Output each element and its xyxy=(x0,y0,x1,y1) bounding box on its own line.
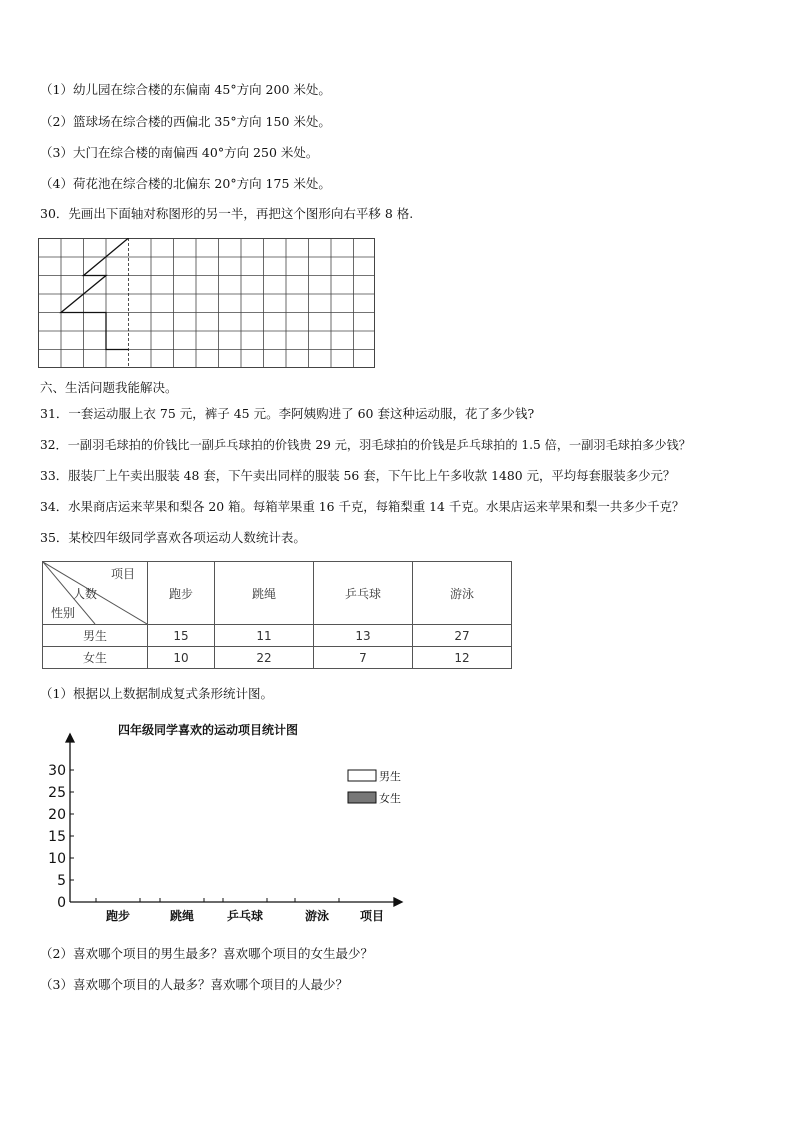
table-header-corner xyxy=(43,562,148,625)
column-header: 跑步 xyxy=(148,562,215,625)
table-cell: 11 xyxy=(215,625,314,647)
corner-gender-label: 性别 xyxy=(51,606,76,620)
table-cell: 27 xyxy=(413,625,512,647)
table-cell: 22 xyxy=(215,647,314,669)
bar-chart xyxy=(30,718,410,930)
x-axis-arrow xyxy=(394,898,402,906)
q35-sub2: （2）喜欢哪个项目的男生最多？喜欢哪个项目的女生最少？ xyxy=(40,946,373,961)
x-axis-label: 项目 xyxy=(359,909,385,923)
q29-item-3: （3）大门在综合楼的南偏西 40°方向 250 米处。 xyxy=(40,145,319,160)
q29-item-4: （4）荷花池在综合楼的北偏东 20°方向 175 米处。 xyxy=(40,176,331,191)
y-tick-label: 30 xyxy=(48,763,66,779)
x-tick-label: 游泳 xyxy=(304,909,330,923)
q30-text: 30．先画出下面轴对称图形的另一半，再把这个图形向右平移 8 格. xyxy=(40,206,414,221)
legend-label: 女生 xyxy=(379,792,401,805)
q29-item-1: （1）幼儿园在综合楼的东偏南 45°方向 200 米处。 xyxy=(40,82,331,97)
q31-text: 31．一套运动服上衣 75 元，裤子 45 元。李阿姨购进了 60 套这种运动服，花了多少钱? xyxy=(40,406,535,421)
x-tick-label: 乒乓球 xyxy=(226,909,264,923)
q35-sub1: （1）根据以上数据制成复式条形统计图。 xyxy=(40,686,273,701)
drawing-grid xyxy=(38,238,378,370)
y-tick-label: 5 xyxy=(57,873,66,889)
table-cell: 7 xyxy=(314,647,413,669)
column-header: 乒乓球 xyxy=(314,562,413,625)
legend-swatch xyxy=(348,770,376,781)
corner-item-label: 项目 xyxy=(110,567,135,581)
column-header: 游泳 xyxy=(413,562,512,625)
table-cell: 12 xyxy=(413,647,512,669)
y-axis-arrow xyxy=(66,734,74,742)
q35-sub3: （3）喜欢哪个项目的人最多？喜欢哪个项目的人最少？ xyxy=(40,977,348,992)
q29-item-2: （2）篮球场在综合楼的西偏北 35°方向 150 米处。 xyxy=(40,114,331,129)
q35-text: 35．某校四年级同学喜欢各项运动人数统计表。 xyxy=(40,530,306,545)
q32-text: 32．一副羽毛球拍的价钱比一副乒乓球拍的价钱贵 29 元，羽毛球拍的价钱是乒乓球拍的 1.5 倍，一副羽毛球拍多少钱？ xyxy=(40,438,691,452)
y-tick-label: 0 xyxy=(57,895,66,911)
y-tick-label: 10 xyxy=(48,851,66,867)
x-tick-label: 跳绳 xyxy=(169,909,195,923)
y-tick-label: 20 xyxy=(48,807,66,823)
x-tick-label: 跑步 xyxy=(105,909,131,923)
row-label: 女生 xyxy=(43,647,148,669)
table-cell: 15 xyxy=(148,625,215,647)
row-label: 男生 xyxy=(43,625,148,647)
corner-count-label: 人数 xyxy=(73,587,98,601)
legend-swatch xyxy=(348,792,376,803)
y-tick-label: 15 xyxy=(48,829,66,845)
table-cell: 10 xyxy=(148,647,215,669)
section-title: 六、生活问题我能解决。 xyxy=(40,380,178,395)
q34-text: 34．水果商店运来苹果和梨各 20 箱。每箱苹果重 16 千克，每箱梨重 14 千克。水果店运来苹果和梨一共多少千克？ xyxy=(40,499,685,514)
grid-lines xyxy=(38,238,375,368)
table-row xyxy=(43,647,512,669)
chart-title: 四年级同学喜欢的运动项目统计图 xyxy=(118,723,299,737)
y-tick-label: 25 xyxy=(48,785,66,801)
column-header: 跳绳 xyxy=(215,562,314,625)
legend-label: 男生 xyxy=(379,770,401,783)
q33-text: 33．服装厂上午卖出服装 48 套，下午卖出同样的服装 56 套，下午比上午多收款 1480 元，平均每套服装多少元？ xyxy=(40,468,676,483)
sports-stats-table xyxy=(42,561,512,669)
table-cell: 13 xyxy=(314,625,413,647)
table-row xyxy=(43,625,512,647)
